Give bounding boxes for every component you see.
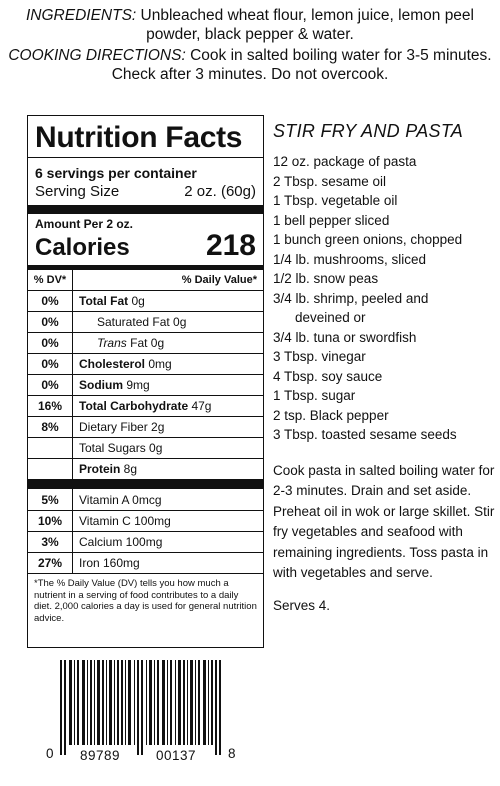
nutrient-row — [28, 416, 263, 437]
nutrient-name: Protein 8g — [79, 462, 138, 476]
vitamin-name: Vitamin C 100mg — [79, 514, 171, 528]
list-item: 1/2 lb. snow peas — [273, 271, 379, 286]
vitamin-name: Calcium 100mg — [79, 535, 163, 549]
list-item: 3 Tbsp. vinegar — [273, 349, 366, 364]
directions-text: Cook in salted boiling water for 3-5 minutes. Check after 3 minutes. Do not overcook. — [111, 47, 492, 83]
nutrient-row — [28, 353, 263, 374]
barcode-left-group: 89789 — [80, 748, 121, 763]
nutrient-dv: 0% — [28, 291, 73, 311]
list-item: 12 oz. package of pasta — [273, 154, 417, 169]
list-item: 1 Tbsp. sugar — [273, 388, 356, 403]
nutrient-name: Total Fat 0g — [79, 294, 145, 308]
nutrient-dv: 0% — [28, 375, 73, 395]
list-item: 1 bell pepper sliced — [273, 212, 390, 228]
nutrient-row — [28, 290, 263, 311]
nutrient-dv: 16% — [28, 396, 73, 416]
recipe-serves: Serves 4. — [273, 597, 331, 613]
vitamin-dv: 3% — [28, 532, 73, 552]
dv-header-row — [28, 270, 263, 290]
nutrition-title: Nutrition Facts — [35, 121, 243, 154]
vitamin-dv: 10% — [28, 511, 73, 531]
servings-per-container: 6 servings per container — [35, 165, 197, 181]
amount-per-serving: Amount Per 2 oz. — [35, 217, 134, 231]
nutrient-row — [28, 374, 263, 395]
vitamin-name: Vitamin A 0mcg — [79, 492, 162, 507]
ingredients-line — [8, 6, 492, 44]
nutrient-row — [28, 395, 263, 416]
list-item: 3 Tbsp. toasted sesame seeds — [273, 427, 457, 442]
list-item: 1 bunch green onions, chopped — [273, 232, 463, 247]
nutrient-name: Dietary Fiber 2g — [79, 420, 165, 434]
list-item: 4 Tbsp. soy sauce — [273, 368, 383, 384]
nutrient-row — [28, 458, 263, 479]
nutrient-dv — [28, 459, 73, 479]
nutrient-dv: 8% — [28, 417, 73, 437]
recipe-title: STIR FRY AND PASTA — [273, 121, 464, 141]
list-item: 1/4 lb. mushrooms, sliced — [273, 251, 427, 267]
serving-size-value: 2 oz. (60g) — [184, 183, 256, 200]
barcode-bars — [46, 660, 242, 760]
nutrient-row — [28, 332, 263, 353]
nutrient-name: Total Sugars 0g — [79, 441, 163, 455]
recipe-panel — [273, 120, 495, 613]
vitamin-row — [28, 531, 263, 552]
nutrient-name: Trans Fat 0g — [97, 336, 165, 350]
directions-label: COOKING DIRECTIONS: — [8, 47, 186, 64]
calories-row — [35, 231, 256, 263]
nutrition-facts-panel — [27, 115, 264, 648]
daily-value-header: % Daily Value* — [181, 274, 257, 286]
list-item: 1 Tbsp. vegetable oil — [273, 193, 398, 208]
nutrient-dv: 0% — [28, 333, 73, 353]
upc-barcode — [46, 660, 242, 778]
list-item: 2 Tbsp. sesame oil — [273, 173, 387, 189]
nutrient-dv: 0% — [28, 354, 73, 374]
barcode-check-digit: 8 — [228, 746, 237, 761]
directions-line — [8, 46, 492, 84]
ingredients-text: Unbleached wheat flour, lemon juice, lemon peel powder, black pepper & water. — [136, 7, 474, 43]
nutrient-name: Total Carbohydrate 47g — [79, 399, 212, 413]
vitamin-row — [28, 489, 263, 510]
list-item: deveined or — [295, 310, 366, 325]
nutrient-name: Saturated Fat 0g — [97, 315, 187, 329]
dv-header: % DV* — [28, 270, 73, 290]
thick-divider — [28, 205, 263, 214]
serving-size-label: Serving Size — [35, 183, 120, 200]
title-rule — [28, 157, 263, 158]
nutrient-dv: 0% — [28, 312, 73, 332]
vitamin-dv: 5% — [28, 489, 73, 510]
daily-value-footnote: *The % Daily Value (DV) tells you how much a nutrient in a serving of food contributes to a daily diet. 2,000 calories a day is used for general nutrition advice. — [28, 573, 263, 624]
recipe-ingredient-list — [273, 152, 495, 445]
calories-label: Calories — [35, 234, 130, 261]
nutrient-name: Sodium 9mg — [79, 378, 150, 392]
list-item: 3/4 lb. tuna or swordfish — [273, 329, 417, 345]
vitamin-row — [28, 552, 263, 573]
nutrient-dv — [28, 438, 73, 458]
barcode-right-group: 00137 — [156, 748, 197, 763]
list-item: 3/4 lb. shrimp, peeled and — [273, 290, 429, 306]
package-intro — [8, 6, 492, 84]
nutrient-name: Cholesterol 0mg — [79, 357, 172, 371]
ingredients-label: INGREDIENTS: — [26, 7, 137, 24]
serving-size-row — [35, 182, 256, 204]
nutrient-row — [28, 311, 263, 332]
vitamin-row — [28, 510, 263, 531]
vitamin-divider — [28, 479, 263, 489]
calories-value: 218 — [205, 229, 256, 262]
barcode-first-digit: 0 — [46, 746, 55, 761]
nutrient-row — [28, 437, 263, 458]
vitamin-dv: 27% — [28, 553, 73, 573]
list-item: 2 tsp. Black pepper — [273, 407, 389, 423]
recipe-directions: Cook pasta in salted boiling water for 2-3 minutes. Drain and set aside. Preheat oil in wok or large skillet. Stir fry vegetables and seafood with remaining ingredients. Toss pasta in with vegetables and serve. — [273, 462, 495, 580]
vitamin-name: Iron 160mg — [79, 556, 140, 570]
